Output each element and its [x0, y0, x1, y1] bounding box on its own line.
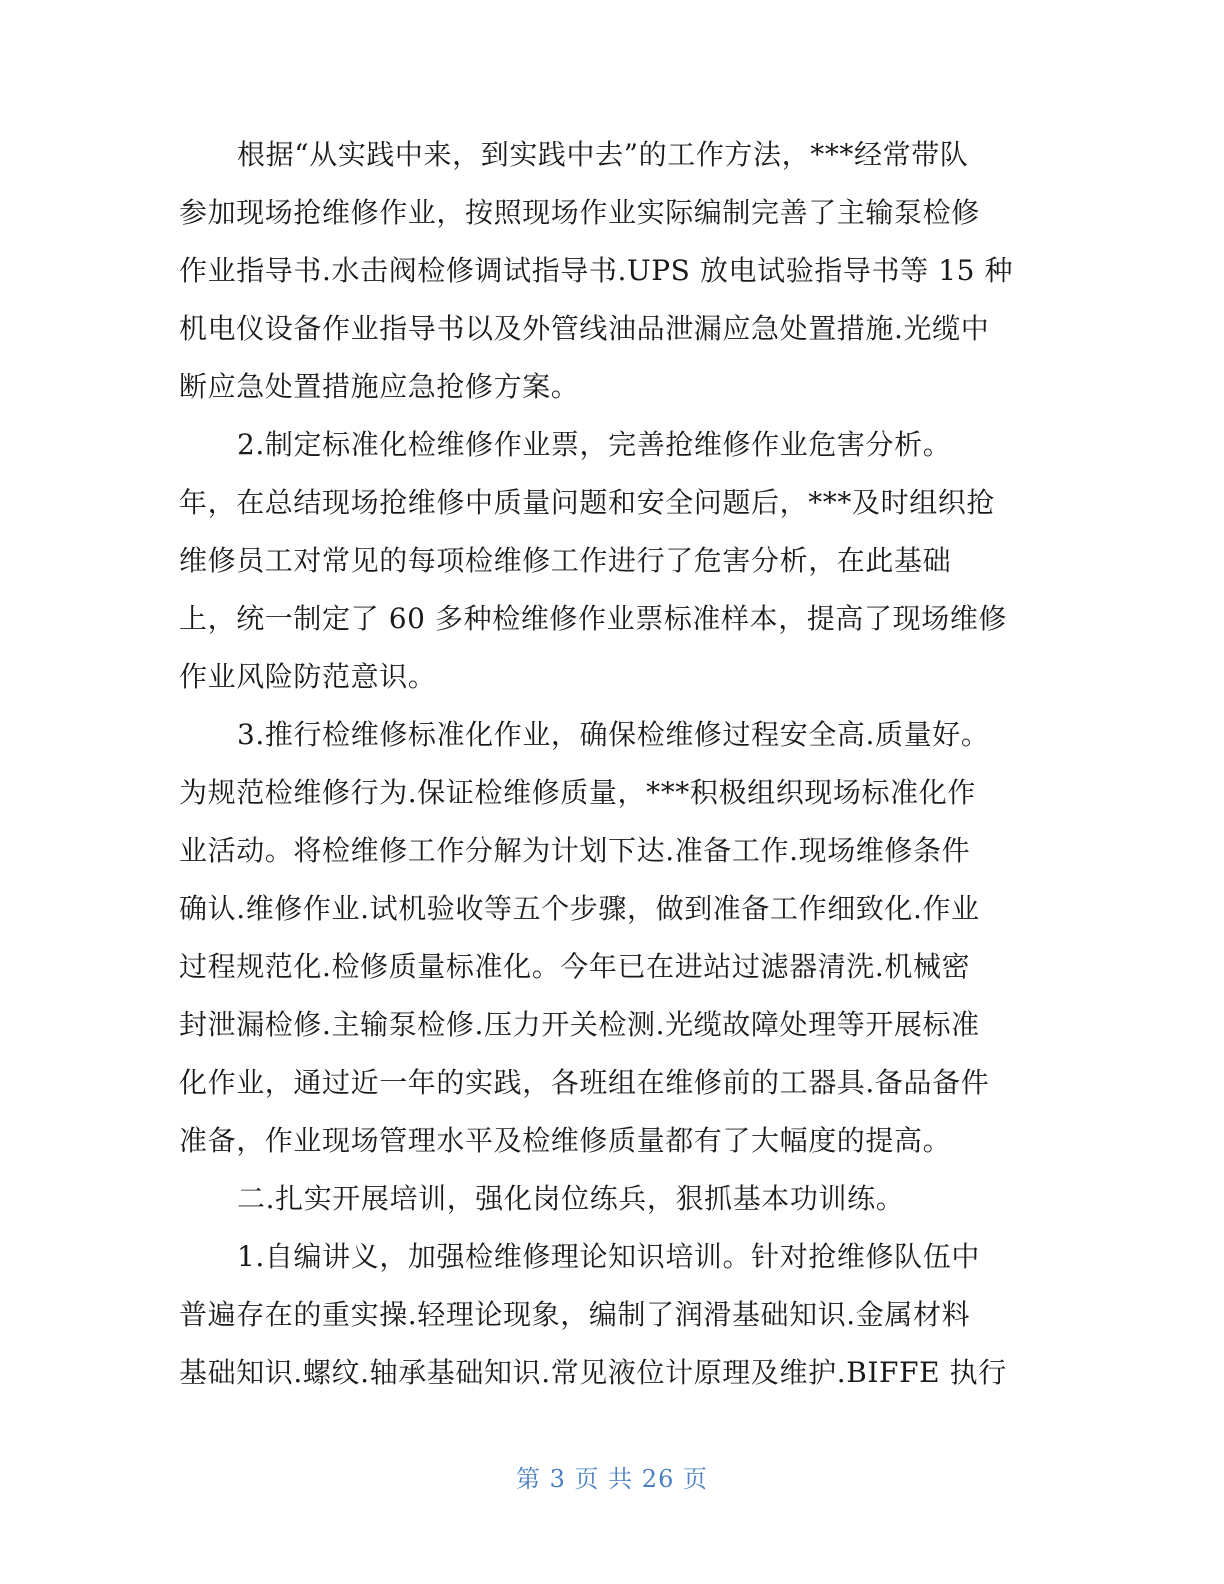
text-line: 确认.维修作业.试机验收等五个步骤，做到准备工作细致化.作业 — [179, 892, 980, 925]
text-line: 机电仪设备作业指导书以及外管线油品泄漏应急处置措施.光缆中 — [179, 312, 990, 345]
text-line: 断应急处置措施应急抢修方案。 — [179, 370, 580, 403]
text-line: 维修员工对常见的每项检维修工作进行了危害分析，在此基础 — [179, 544, 952, 577]
text-line: 为规范检维修行为.保证检维修质量，***积极组织现场标准化作 — [179, 776, 976, 809]
text-line: 1.自编讲义，加强检维修理论知识培训。针对抢维修队伍中 — [237, 1240, 980, 1273]
text-line: 准备，作业现场管理水平及检维修质量都有了大幅度的提高。 — [179, 1124, 952, 1157]
page-number-footer: 第 3 页 共 26 页 — [516, 1465, 708, 1493]
text-line: 过程规范化.检修质量标准化。今年已在进站过滤器清洗.机械密 — [179, 950, 971, 983]
text-line: 2.制定标准化检维修作业票，完善抢维修作业危害分析。 — [237, 428, 952, 461]
text-line: 3.推行检维修标准化作业，确保检维修过程安全高.质量好。 — [237, 718, 990, 751]
text-line: 根据“从实践中来，到实践中去”的工作方法，***经常带队 — [237, 138, 969, 171]
text-line: 普遍存在的重实操.轻理论现象，编制了润滑基础知识.金属材料 — [179, 1298, 971, 1331]
text-line: 参加现场抢维修作业，按照现场作业实际编制完善了主输泵检修 — [179, 196, 980, 229]
text-line: 作业风险防范意识。 — [179, 660, 437, 693]
text-line: 上，统一制定了 60 多种检维修作业票标准样本，提高了现场维修 — [179, 602, 1008, 635]
text-line: 作业指导书.水击阀检修调试指导书.UPS 放电试验指导书等 15 种 — [179, 254, 1014, 287]
text-line: 年，在总结现场抢维修中质量问题和安全问题后，***及时组织抢 — [179, 486, 996, 519]
text-line: 业活动。将检维修工作分解为计划下达.准备工作.现场维修条件 — [179, 834, 971, 867]
text-line: 化作业，通过近一年的实践，各班组在维修前的工器具.备品备件 — [179, 1066, 990, 1099]
text-line: 封泄漏检修.主输泵检修.压力开关检测.光缆故障处理等开展标准 — [179, 1008, 980, 1041]
section-heading: 二.扎实开展培训，强化岗位练兵，狠抓基本功训练。 — [237, 1182, 905, 1215]
text-line: 基础知识.螺纹.轴承基础知识.常见液位计原理及维护.BIFFE 执行 — [179, 1356, 1007, 1389]
